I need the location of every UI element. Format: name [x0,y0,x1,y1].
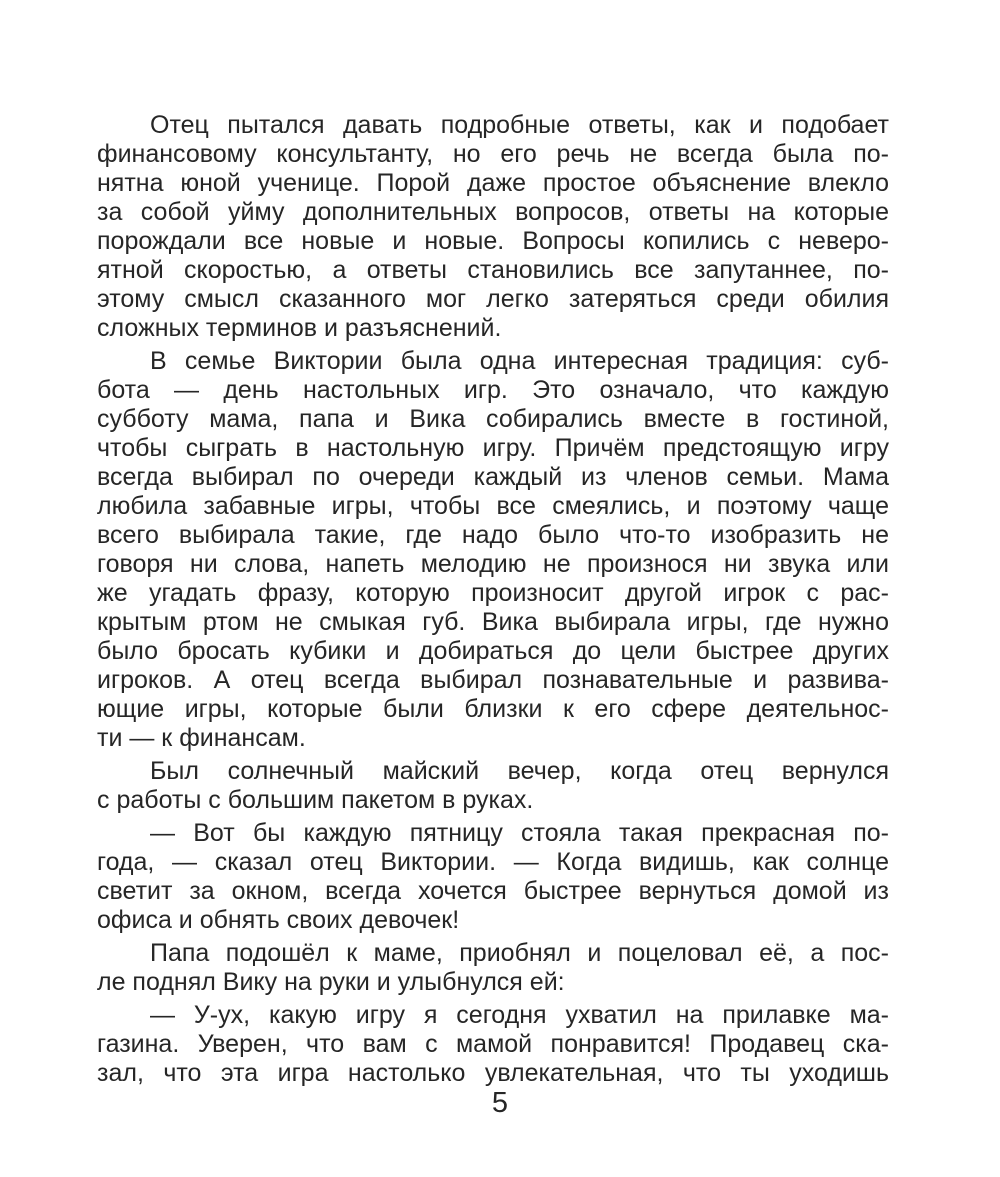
text-line: бота — день настольных игр. Это означало, что каждую [97,376,889,404]
text-line: ятной скоростью, а ответы становились все запутаннее, по- [97,256,889,284]
text-line: Был солнечный майский вечер, когда отец вернулся [150,757,889,785]
text-line: — Вот бы каждую пятницу стояла такая прекрасная по- [150,819,889,847]
text-line: же угадать фразу, которую произносит другой игрок с рас- [97,579,889,607]
text-line: чтобы сыграть в настольную игру. Причём предстоящую игру [97,434,889,462]
paragraph-may-evening [97,757,889,815]
text-line: за собой уйму дополнительных вопросов, ответы на которые [97,198,889,226]
text-line: года, — сказал отец Виктории. — Когда видишь, как солнце [97,848,889,876]
book-page-text [97,111,889,1092]
text-line: субботу мама, папа и Вика собирались вместе в гостиной, [97,405,889,433]
text-line: ти — к финансам. [97,724,306,752]
paragraph-board-game-tradition [97,347,889,753]
text-line: В семье Виктории была одна интересная традиция: суб- [150,347,889,375]
text-line: нятна юной ученице. Порой даже простое объяснение влекло [97,169,889,197]
text-line: газина. Уверен, что вам с мамой понравится! Продавец ска- [97,1030,889,1058]
paragraph-papa-hug [97,939,889,997]
text-line: любила забавные игры, чтобы все смеялись, и поэтому чаще [97,492,889,520]
text-line: светит за окном, всегда хочется быстрее вернуться домой из [97,877,889,905]
text-line: ле поднял Вику на руки и улыбнулся ей: [97,968,565,996]
text-line: сложных терминов и разъяснений. [97,314,502,342]
text-line: Папа подошёл к маме, приобнял и поцеловал её, а пос- [150,939,889,967]
text-line: зал, что эта игра настолько увлекательная, что ты уходишь [97,1059,889,1087]
text-line: порождали все новые и новые. Вопросы копились с неверо- [97,227,889,255]
text-line: ющие игры, которые были близки к его сфере деятельнос- [97,695,889,723]
page-number: 5 [491,1087,509,1119]
text-line: игроков. А отец всегда выбирал познавательные и развива- [97,666,889,694]
paragraph-father-speech [97,819,889,935]
text-line: Отец пытался давать подробные ответы, как и подобает [150,111,889,139]
text-line: офиса и обнять своих девочек! [97,906,460,934]
paragraph-new-game [97,1001,889,1088]
text-line: всегда выбирал по очереди каждый из членов семьи. Мама [97,463,889,491]
text-line: с работы с большим пакетом в руках. [97,786,534,814]
paragraph-father-answers [97,111,889,343]
text-line: крытым ртом не смыкая губ. Вика выбирала игры, где нужно [97,608,889,636]
text-line: было бросать кубики и добираться до цели быстрее других [97,637,889,665]
text-line: финансовому консультанту, но его речь не всегда была по- [97,140,889,168]
text-line: говоря ни слова, напеть мелодию не произнося ни звука или [97,550,889,578]
text-line: — У-ух, какую игру я сегодня ухватил на прилавке ма- [150,1001,889,1029]
text-line: всего выбирала такие, где надо было что-то изобразить не [97,521,889,549]
text-line: этому смысл сказанного мог легко затеряться среди обилия [97,285,889,313]
